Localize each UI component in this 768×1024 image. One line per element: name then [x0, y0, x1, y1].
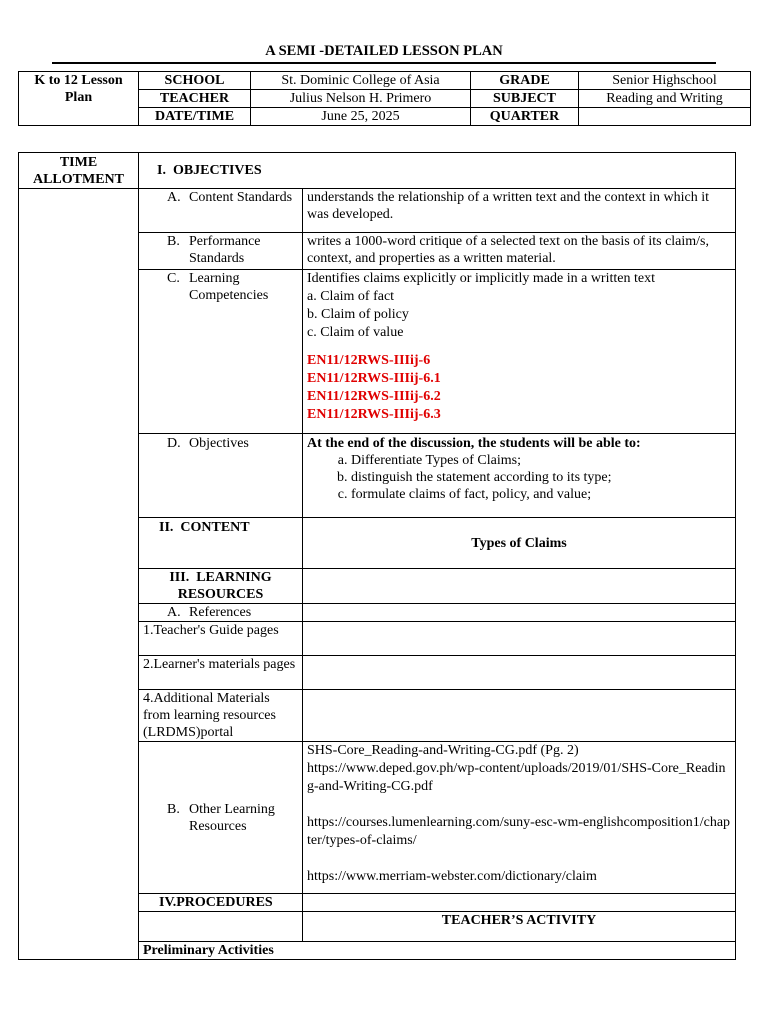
objectives-letter: D. — [167, 436, 181, 451]
competency-code: EN11/12RWS-IIIij-6.1 — [307, 371, 441, 386]
objectives-heading: I. OBJECTIVES — [139, 153, 736, 189]
school-value: St. Dominic College of Asia — [251, 72, 471, 90]
preliminary-activities: Preliminary Activities — [139, 942, 736, 960]
references-label-cell — [139, 604, 303, 622]
performance-standards-letter: B. — [167, 234, 180, 249]
additional-materials-label: 4.Additional Materials from learning resources (LRDMS)portal — [139, 690, 303, 742]
other-resources-label: Other Learning Resources — [189, 801, 275, 834]
subject-label: SUBJECT — [471, 90, 579, 108]
school-label: SCHOOL — [139, 72, 251, 90]
competency-intro: Identifies claims explicitly or implicitly made in a written text — [307, 271, 655, 286]
header-table — [18, 71, 751, 126]
learners-materials-label: 2.Learner's materials pages — [139, 656, 303, 690]
time-allotment-header: TIME ALLOTMENT — [19, 153, 139, 189]
performance-standards-label: Performance Standards — [189, 234, 261, 266]
resource-link-title: SHS-Core_Reading-and-Writing-CG.pdf (Pg. 2) — [307, 743, 579, 758]
references-letter: A. — [167, 605, 181, 620]
teacher-value: Julius Nelson H. Primero — [251, 90, 471, 108]
lesson-plan-table — [18, 152, 736, 960]
learning-competencies-label: Learning Competencies — [189, 271, 269, 303]
grade-value: Senior Highschool — [579, 72, 751, 90]
datetime-label: DATE/TIME — [139, 108, 251, 126]
references-label: References — [189, 605, 252, 620]
teachers-activity-blank — [139, 912, 303, 942]
competency-code: EN11/12RWS-IIIij-6 — [307, 353, 431, 368]
datetime-value: June 25, 2025 — [251, 108, 471, 126]
teacher-label: TEACHER — [139, 90, 251, 108]
objective-item: c. formulate claims of fact, policy, and value; — [351, 486, 731, 503]
resource-link[interactable]: https://www.deped.gov.ph/wp-content/uploads/2019/01/SHS-Core_Reading-and-Writing-CG.pdf — [307, 761, 726, 794]
learners-materials-value — [303, 656, 736, 690]
competency-code: EN11/12RWS-IIIij-6.3 — [307, 407, 441, 422]
plan-label: K to 12 Lesson Plan — [19, 72, 139, 126]
references-value — [303, 604, 736, 622]
performance-standards-text: writes a 1000-word critique of a selected text on the basis of its claim/s, context, and properties as a written material. — [303, 233, 736, 270]
performance-standards-label-cell — [139, 233, 303, 270]
time-allotment-cell — [19, 189, 139, 960]
objectives-cell — [303, 434, 736, 518]
objectives-label: Objectives — [189, 436, 249, 451]
content-standards-label: Content Standards — [189, 190, 293, 205]
teachers-guide-value — [303, 622, 736, 656]
learning-resources-heading: III. LEARNING RESOURCES — [139, 569, 303, 604]
resource-link[interactable]: https://www.merriam-webster.com/dictionary/claim — [307, 869, 597, 884]
teachers-activity-header: TEACHER’S ACTIVITY — [303, 912, 736, 942]
subject-value: Reading and Writing — [579, 90, 751, 108]
teachers-guide-label: 1.Teacher's Guide pages — [139, 622, 303, 656]
competency-code: EN11/12RWS-IIIij-6.2 — [307, 389, 441, 404]
resource-link[interactable]: https://courses.lumenlearning.com/suny-esc-wm-englishcomposition1/chapter/types-of-claims/ — [307, 815, 731, 848]
learning-competencies-cell — [303, 270, 736, 434]
quarter-value — [579, 108, 751, 126]
additional-materials-value — [303, 690, 736, 742]
objectives-label-cell — [139, 434, 303, 518]
content-standards-letter: A. — [167, 190, 181, 205]
quarter-label: QUARTER — [471, 108, 579, 126]
other-resources-letter: B. — [167, 801, 180, 817]
content-standards-label-cell — [139, 189, 303, 233]
learning-resources-value — [303, 569, 736, 604]
content-heading: II. CONTENT — [139, 518, 303, 569]
procedures-value — [303, 894, 736, 912]
other-resources-label-cell — [139, 742, 303, 894]
content-standards-text: understands the relationship of a written text and the context in which it was developed. — [303, 189, 736, 233]
learning-competencies-label-cell — [139, 270, 303, 434]
competency-item: c. Claim of value — [307, 325, 404, 340]
objectives-intro: At the end of the discussion, the students will be able to: — [307, 436, 641, 451]
other-resources-cell — [303, 742, 736, 894]
document-title: A SEMI -DETAILED LESSON PLAN — [265, 43, 503, 59]
objective-item: b. distinguish the statement according to its type; — [351, 469, 731, 486]
grade-label: GRADE — [471, 72, 579, 90]
competency-item: b. Claim of policy — [307, 307, 409, 322]
title-underline — [52, 62, 716, 64]
objective-item: a. Differentiate Types of Claims; — [351, 452, 731, 469]
competency-item: a. Claim of fact — [307, 289, 395, 304]
content-topic: Types of Claims — [303, 518, 736, 569]
procedures-heading: IV.PROCEDURES — [139, 894, 303, 912]
learning-competencies-letter: C. — [167, 271, 180, 286]
